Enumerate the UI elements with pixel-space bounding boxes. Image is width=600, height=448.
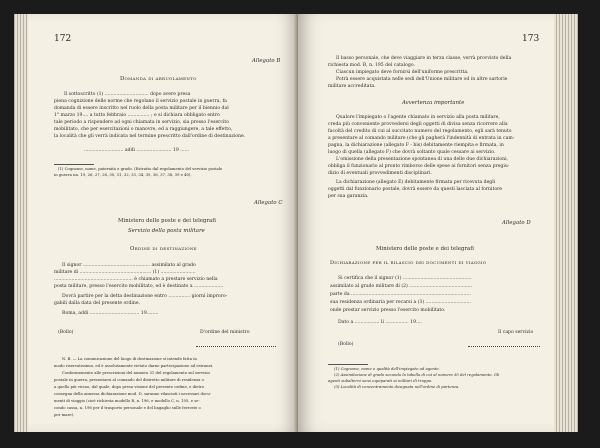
stamp-placeholder: (Bollo) [58, 330, 74, 335]
note-line: modo riservatissimo, ed è assolutamente vietato darne partecipazione ad estranei. [54, 363, 214, 368]
body-line: Roma, addì .................................. 19........ [62, 311, 159, 316]
body-line: ........................... addì ........................ 19 ...... [84, 148, 190, 153]
footnote-rule [328, 364, 368, 365]
body-line: militare accreditata. [328, 84, 376, 89]
body-line: ...................................................... è chiamato a prestare servizio nella [54, 277, 218, 282]
allegato-c-title: Ordine di destinazione [130, 246, 197, 252]
allegato-d-label: Allegato D [502, 220, 531, 226]
body-line: 1° marzo 19.... a tutto febbraio ............... ; e si dichiara obbligato entro [54, 113, 220, 118]
note-line: consegna della annessa dichiarazione mod. D, saranno rilasciati i necessari docu- [54, 391, 212, 396]
body-line: parte da .................................................................................. [330, 292, 471, 297]
footnote-line: agenti subalterni sono equiparati ai militari di truppa. [328, 378, 433, 383]
footnote-line: in guerra nn. 19, 26, 27, 28, 30, 31, 32, 33, 34, 35, 36, 37, 38, 39 e 40). [54, 172, 192, 177]
body-line: richiesta mod. B, n. 195 del catalogo. [328, 63, 415, 68]
body-line: gabili dalla data del presente ordine. [54, 301, 141, 306]
footnote-line: (1) Cognome, nome, paternità e grado. (Estratto dal regolamento del servizio postale [58, 166, 223, 171]
signature-dots [196, 346, 276, 347]
body-line: dizio di eventuali provvedimenti disciplinari. [328, 171, 432, 176]
allegato-c-label: Allegato C [254, 200, 283, 206]
note-line: Conformemente alle prescrizioni del numero 31 del regolamento sul servizio [62, 370, 210, 375]
body-line: La dichiarazione (allegato E) debitamente firmata per ricevuta degli [336, 180, 496, 185]
allegato-d-title: Dichiarazione per il rilascio dei documenti di viaggio [330, 260, 487, 266]
body-line: tale periodo a rispondere ad ogni chiamata in servizio, sia presso l'esercito [54, 120, 230, 125]
body-line: sua residenza ordinaria per recarsi a (3) ............................... [330, 300, 471, 305]
signature-line: D'ordine del ministro [200, 330, 250, 335]
signature-line: Il capo servizio [498, 330, 534, 335]
body-line: Dovrà partire per la detta destinazione entro ............... giorni improro- [62, 294, 228, 299]
allegato-d-ministry: Ministero delle poste e dei telegrafi [376, 246, 474, 252]
body-line: per sua garanzia. [328, 194, 369, 199]
body-line: luogo di quella (allegato F) che dovrà soltanto quale cessare ai servizio. [328, 150, 496, 155]
allegato-b-label: Allegato B [252, 58, 281, 64]
page-number: 173 [522, 34, 540, 44]
right-page [298, 14, 554, 432]
body-line: posta militare, presso l'esercito mobilitato, ed è destinato a .................... [54, 284, 224, 289]
left-page [28, 14, 298, 432]
body-line: Qualore l'impiegato o l'agente chiamato in servizio alla posta militare, [336, 115, 500, 120]
body-line: obbliga il funzionario al pronto rimborso delle spese ai fornitori senza pregiu- [328, 164, 510, 169]
body-line: onde prestar servizio presso l'esercito mobilitato. [330, 308, 446, 313]
body-line: Ciascun impiegato deve fornirsi dell'uniforme prescritta. [336, 70, 469, 75]
body-line: Dato a ................. li ................ 19.... [338, 320, 422, 325]
note-line: condo cassa, n. 196 per il trasporto personale e del bagaglio sulle ferrovie o [54, 405, 201, 410]
body-line: creda più conveniente provvedersi degli oggetti di divisa senza ricorrere alla [328, 122, 508, 127]
note-line: a quello più vicino, dal quale, dopo presa visione del presente ordine, e dietro [54, 384, 205, 389]
body-line: a presentare al comando militare (che gli pagherà l'indennità di entrata in cam- [328, 136, 515, 141]
allegato-c-service: Servizio della posta militare [128, 228, 205, 234]
body-line: domanda di essere inscritto nel ruolo della posta militare per il biennio dal [54, 106, 229, 111]
book-page-edges-right [554, 14, 578, 432]
note-line: N. B. — La comunicazione del luogo di destinazione si intende fatta in [62, 356, 197, 361]
body-line: Potrà essere acquistata nelle sedi dell'Unione militare od in altre sartorie [336, 77, 508, 82]
footnote-rule [54, 164, 94, 165]
body-line: mobilitato, che per esercitazioni o manovre, ed a raggiungere, a tale effetto, [54, 127, 233, 132]
body-line: L'omissione della presentazione spontanea di una delle due dichiarazioni, [336, 157, 509, 162]
avvertenza-title: Avvertenza importante [402, 100, 465, 106]
body-line: la località che gli verrà indicata nel termine prescritto dall'ordine di destinazione. [54, 134, 246, 139]
allegato-c-ministry: Ministero delle poste e dei telegrafi [118, 218, 216, 224]
stamp-placeholder: (Bollo) [338, 342, 354, 347]
signature-dots [468, 346, 540, 347]
body-line: piena cognizione delle norme che regolano il servizio postale in guerra, fa [54, 99, 227, 104]
footnote-line: (3) Località di concentramento designata nell'ordine di partenza. [334, 384, 460, 389]
body-line: oggetti dal funzionario postale, dovrà essere da questi lasciata al fornitore [328, 187, 503, 192]
body-line: pagna, la dichiarazione (allegato F - bis) debitamente riempita e firmata, in [328, 143, 504, 148]
body-line: facoltà del credito di cui al succitato numero del regolamento, egli sarà tenuto [328, 129, 512, 134]
note-line: postale in guerra, presentarsi al comando del distretto militare di residenza o [54, 377, 204, 382]
body-line: Si certifica che il signor (1) ............................................... [338, 276, 472, 281]
footnote-line: (1) Cognome, nome e qualità dell'impiegato od agente. [334, 366, 440, 371]
body-line: assimilato al grado militare di (2) ........................................... [330, 284, 473, 289]
allegato-b-title: Domanda di arruolamento [120, 76, 197, 82]
footnote-line: (2) Assimilazione di grado secondo la tabella di cui al numero 30 del regolamento. Gli [334, 372, 500, 377]
note-line: menti di viaggio (cioè richiesta modello R, n. 196, e modello C, n. 195, e se- [54, 398, 200, 403]
body-line: Il sottoscritto (1) .............................. dopo avere presa [64, 92, 191, 97]
body-line: Il basso personale, che deve viaggiare in terza classe, verrà provvisto della [336, 56, 512, 61]
page-number: 172 [54, 34, 72, 44]
book-page-edges-left [14, 14, 28, 432]
body-line: militare di ................................................. (1) ........................ [54, 270, 196, 275]
body-line: Il signor .............................................. assimilato al grado [62, 263, 196, 268]
note-line: per mare). [54, 412, 75, 417]
